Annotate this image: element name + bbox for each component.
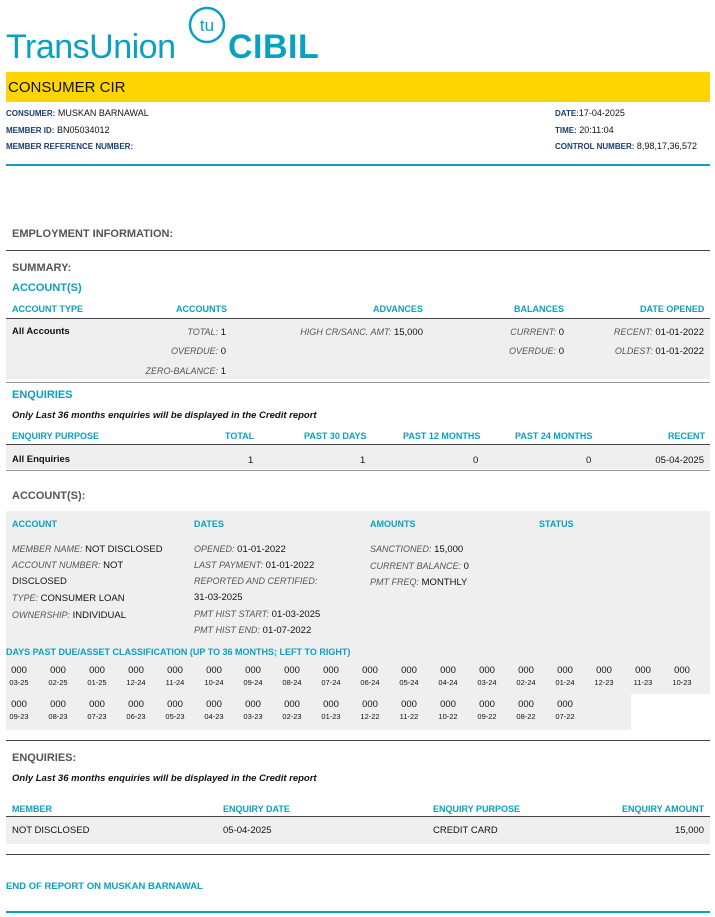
enquiry-amount: 15,000 bbox=[674, 825, 704, 836]
dpd-value: 000 bbox=[206, 665, 222, 676]
accounts-detail-title: ACCOUNT(S): bbox=[12, 490, 86, 502]
dpd-cell bbox=[316, 665, 346, 687]
dpd-cell bbox=[433, 699, 463, 721]
dpd-month: 12-22 bbox=[360, 712, 380, 721]
dpd-month: 09-22 bbox=[477, 712, 497, 721]
dpd-value: 000 bbox=[206, 699, 222, 710]
dpd-cell bbox=[394, 699, 424, 721]
all-accounts-label: All Accounts bbox=[12, 326, 70, 337]
enquiries-summary-divider bbox=[6, 470, 710, 471]
dpd-month: 11-23 bbox=[633, 678, 653, 687]
dpd-title: DAYS PAST DUE/ASSET CLASSIFICATION (UP TO 36 MONTHS; LEFT TO RIGHT) bbox=[6, 647, 351, 657]
dpd-cell bbox=[199, 699, 229, 721]
dpd-month: 10-23 bbox=[672, 678, 692, 687]
summary-oldest-date: OLDEST: 01-01-2022 bbox=[614, 346, 704, 357]
account-pmt-hist-end: PMT HIST END: 01-07-2022 bbox=[194, 625, 312, 636]
enquiries-detail-title: ENQUIRIES: bbox=[12, 752, 77, 764]
dpd-cell bbox=[121, 699, 151, 721]
col-status: STATUS bbox=[539, 519, 574, 529]
summary-current-balance: CURRENT: 0 bbox=[510, 327, 564, 338]
summary-divider bbox=[6, 382, 710, 383]
col-recent: RECENT bbox=[668, 431, 706, 441]
enquiries-row-bg bbox=[6, 445, 710, 469]
dpd-month: 04-23 bbox=[204, 712, 224, 721]
summary-recent-date: RECENT: 01-01-2022 bbox=[613, 327, 704, 338]
logo-cibil-text: CIBIL bbox=[228, 28, 320, 66]
dpd-value: 000 bbox=[362, 699, 378, 710]
col-member: MEMBER bbox=[12, 804, 52, 814]
account-ownership: OWNERSHIP: INDIVIDUAL bbox=[12, 610, 126, 621]
col-enquiry-purpose-detail: ENQUIRY PURPOSE bbox=[433, 804, 521, 814]
dpd-value: 000 bbox=[674, 665, 690, 676]
summary-accounts-title: ACCOUNT(S) bbox=[12, 282, 82, 294]
dpd-value: 000 bbox=[50, 665, 66, 676]
dpd-value: 000 bbox=[89, 699, 105, 710]
dpd-value: 000 bbox=[284, 699, 300, 710]
summary-total: TOTAL: 1 bbox=[187, 327, 226, 338]
account-current-balance: CURRENT BALANCE: 0 bbox=[370, 561, 469, 572]
dpd-cell bbox=[199, 665, 229, 687]
col-account: ACCOUNT bbox=[12, 519, 57, 529]
dpd-month: 09-24 bbox=[243, 678, 263, 687]
account-last-payment: LAST PAYMENT: 01-01-2022 bbox=[194, 560, 315, 571]
col-total: TOTAL bbox=[225, 431, 255, 441]
dpd-cell bbox=[433, 665, 463, 687]
logo-brand-text: TransUnion bbox=[6, 28, 176, 66]
enquiries-recent: 05-04-2025 bbox=[655, 455, 704, 466]
dpd-cell bbox=[238, 699, 268, 721]
enquiries-summary-title: ENQUIRIES bbox=[12, 389, 73, 401]
dpd-month: 05-23 bbox=[165, 712, 185, 721]
dpd-cell bbox=[277, 699, 307, 721]
svg-text:tu: tu bbox=[199, 16, 215, 35]
col-past-30-days: PAST 30 DAYS bbox=[304, 431, 367, 441]
dpd-value: 000 bbox=[518, 699, 534, 710]
col-enquiry-date: ENQUIRY DATE bbox=[223, 804, 290, 814]
dpd-value: 000 bbox=[596, 665, 612, 676]
dpd-cell bbox=[82, 699, 112, 721]
account-reported-label: REPORTED AND CERTIFIED: bbox=[194, 576, 318, 586]
report-date: DATE:17-04-2025 bbox=[555, 108, 625, 118]
enquiries-detail-divider bbox=[6, 854, 710, 855]
dpd-month: 09-23 bbox=[9, 712, 29, 721]
dpd-month: 11-24 bbox=[165, 678, 185, 687]
dpd-month: 08-22 bbox=[516, 712, 536, 721]
header-divider bbox=[6, 164, 710, 166]
dpd-cell bbox=[4, 699, 34, 721]
accounts-divider bbox=[6, 740, 710, 741]
account-type: TYPE: CONSUMER LOAN bbox=[12, 593, 125, 604]
dpd-month: 03-24 bbox=[477, 678, 497, 687]
dpd-cell bbox=[472, 665, 502, 687]
enquiries-24-months: 0 bbox=[586, 455, 592, 466]
summary-title: SUMMARY: bbox=[12, 262, 72, 274]
enquiries-30-days: 1 bbox=[360, 455, 366, 466]
dpd-cell bbox=[82, 665, 112, 687]
dpd-month: 06-24 bbox=[360, 678, 380, 687]
col-amounts: AMOUNTS bbox=[370, 519, 416, 529]
col-past-24-months: PAST 24 MONTHS bbox=[515, 431, 593, 441]
dpd-value: 000 bbox=[479, 699, 495, 710]
dpd-value: 000 bbox=[440, 699, 456, 710]
dpd-month: 07-24 bbox=[321, 678, 341, 687]
summary-zero-balance: ZERO-BALANCE: 1 bbox=[145, 366, 226, 377]
dpd-month: 04-24 bbox=[438, 678, 458, 687]
control-number: CONTROL NUMBER: 8,98,17,36,572 bbox=[555, 141, 697, 151]
dpd-value: 000 bbox=[479, 665, 495, 676]
col-date-opened: DATE OPENED bbox=[640, 304, 705, 314]
report-time: TIME: 20:11:04 bbox=[555, 125, 614, 135]
dpd-value: 000 bbox=[245, 699, 261, 710]
dpd-value: 000 bbox=[401, 665, 417, 676]
dpd-cell bbox=[355, 665, 385, 687]
dpd-cell bbox=[43, 699, 73, 721]
dpd-value: 000 bbox=[557, 665, 573, 676]
dpd-cell bbox=[316, 699, 346, 721]
end-of-report: END OF REPORT ON MUSKAN BARNAWAL bbox=[6, 881, 203, 892]
account-opened: OPENED: 01-01-2022 bbox=[194, 544, 286, 555]
summary-overdue: OVERDUE: 0 bbox=[171, 346, 226, 357]
enquiry-member: NOT DISCLOSED bbox=[12, 825, 90, 836]
dpd-month: 10-22 bbox=[438, 712, 458, 721]
dpd-cell bbox=[511, 665, 541, 687]
account-number: ACCOUNT NUMBER: NOT bbox=[12, 560, 124, 571]
enquiry-row-bg bbox=[6, 817, 710, 844]
col-enquiry-amount: ENQUIRY AMOUNT bbox=[622, 804, 705, 814]
account-member-name: MEMBER NAME: NOT DISCLOSED bbox=[12, 544, 163, 555]
dpd-value: 000 bbox=[167, 699, 183, 710]
dpd-month: 02-25 bbox=[48, 678, 68, 687]
dpd-month: 01-24 bbox=[555, 678, 575, 687]
dpd-cell bbox=[394, 665, 424, 687]
dpd-month: 03-25 bbox=[9, 678, 29, 687]
member-reference-number: MEMBER REFERENCE NUMBER: bbox=[6, 142, 134, 151]
dpd-value: 000 bbox=[11, 699, 27, 710]
dpd-month: 12-23 bbox=[594, 678, 614, 687]
enquiries-detail-note: Only Last 36 months enquiries will be displayed in the Credit report bbox=[12, 773, 317, 784]
employment-divider bbox=[6, 250, 710, 251]
dpd-month: 06-23 bbox=[126, 712, 146, 721]
report-title-banner bbox=[6, 72, 710, 102]
dpd-cell bbox=[550, 665, 580, 687]
dpd-value: 000 bbox=[284, 665, 300, 676]
dpd-cell bbox=[238, 665, 268, 687]
dpd-month: 11-22 bbox=[399, 712, 419, 721]
enquiry-purpose: CREDIT CARD bbox=[433, 825, 498, 836]
dpd-month: 07-22 bbox=[555, 712, 575, 721]
footer-divider bbox=[6, 911, 710, 913]
col-accounts: ACCOUNTS bbox=[176, 304, 227, 314]
col-advances: ADVANCES bbox=[373, 304, 423, 314]
dpd-month: 01-23 bbox=[321, 712, 341, 721]
consumer-name: CONSUMER: MUSKAN BARNAWAL bbox=[6, 108, 149, 118]
dpd-value: 000 bbox=[89, 665, 105, 676]
dpd-month: 03-23 bbox=[243, 712, 263, 721]
account-pmt-hist-start: PMT HIST START: 01-03-2025 bbox=[194, 609, 321, 620]
dpd-month: 02-23 bbox=[282, 712, 302, 721]
dpd-month: 12-24 bbox=[126, 678, 146, 687]
dpd-cell bbox=[277, 665, 307, 687]
dpd-value: 000 bbox=[323, 699, 339, 710]
dpd-value: 000 bbox=[557, 699, 573, 710]
dpd-cell bbox=[667, 665, 697, 687]
dpd-month: 02-24 bbox=[516, 678, 536, 687]
dpd-cell bbox=[355, 699, 385, 721]
enquiries-12-months: 0 bbox=[473, 455, 479, 466]
dpd-cell bbox=[550, 699, 580, 721]
dpd-cell bbox=[589, 665, 619, 687]
dpd-cell bbox=[160, 699, 190, 721]
account-sanctioned: SANCTIONED: 15,000 bbox=[370, 544, 464, 555]
enquiries-summary-note: Only Last 36 months enquiries will be displayed in the Credit report bbox=[12, 410, 317, 421]
dpd-cell bbox=[628, 665, 658, 687]
transunion-cibil-logo bbox=[6, 2, 336, 68]
member-id: MEMBER ID: BN05034012 bbox=[6, 125, 110, 135]
col-past-12-months: PAST 12 MONTHS bbox=[403, 431, 481, 441]
dpd-value: 000 bbox=[128, 699, 144, 710]
dpd-value: 000 bbox=[518, 665, 534, 676]
dpd-month: 01-25 bbox=[87, 678, 107, 687]
summary-high-credit: HIGH CR/SANC. AMT: 15,000 bbox=[300, 327, 423, 338]
tu-circle-icon bbox=[186, 4, 228, 46]
dpd-cell bbox=[511, 699, 541, 721]
col-account-type: ACCOUNT TYPE bbox=[12, 304, 84, 314]
dpd-value: 000 bbox=[245, 665, 261, 676]
dpd-value: 000 bbox=[401, 699, 417, 710]
dpd-month: 08-24 bbox=[282, 678, 302, 687]
account-pmt-freq: PMT FREQ: MONTHLY bbox=[370, 577, 468, 588]
all-enquiries-label: All Enquiries bbox=[12, 454, 71, 465]
col-dates: DATES bbox=[194, 519, 224, 529]
dpd-month: 05-24 bbox=[399, 678, 419, 687]
dpd-value: 000 bbox=[440, 665, 456, 676]
employment-info-title: EMPLOYMENT INFORMATION: bbox=[12, 228, 174, 240]
dpd-cell bbox=[160, 665, 190, 687]
dpd-cell bbox=[121, 665, 151, 687]
col-enquiry-purpose: ENQUIRY PURPOSE bbox=[12, 431, 100, 441]
dpd-value: 000 bbox=[50, 699, 66, 710]
account-number-cont: DISCLOSED bbox=[12, 576, 67, 587]
dpd-value: 000 bbox=[362, 665, 378, 676]
col-balances: BALANCES bbox=[514, 304, 565, 314]
dpd-value: 000 bbox=[323, 665, 339, 676]
dpd-month: 10-24 bbox=[204, 678, 224, 687]
dpd-cell bbox=[472, 699, 502, 721]
summary-balance-overdue: OVERDUE: 0 bbox=[509, 346, 564, 357]
dpd-value: 000 bbox=[11, 665, 27, 676]
dpd-value: 000 bbox=[167, 665, 183, 676]
report-title: CONSUMER CIR bbox=[8, 79, 126, 96]
enquiry-date: 05-04-2025 bbox=[223, 825, 272, 836]
dpd-cell bbox=[4, 665, 34, 687]
dpd-value: 000 bbox=[128, 665, 144, 676]
dpd-month: 07-23 bbox=[87, 712, 107, 721]
account-reported-value: 31-03-2025 bbox=[194, 592, 243, 603]
dpd-value: 000 bbox=[635, 665, 651, 676]
dpd-cell bbox=[43, 665, 73, 687]
enquiries-total: 1 bbox=[248, 455, 254, 466]
dpd-month: 08-23 bbox=[48, 712, 68, 721]
